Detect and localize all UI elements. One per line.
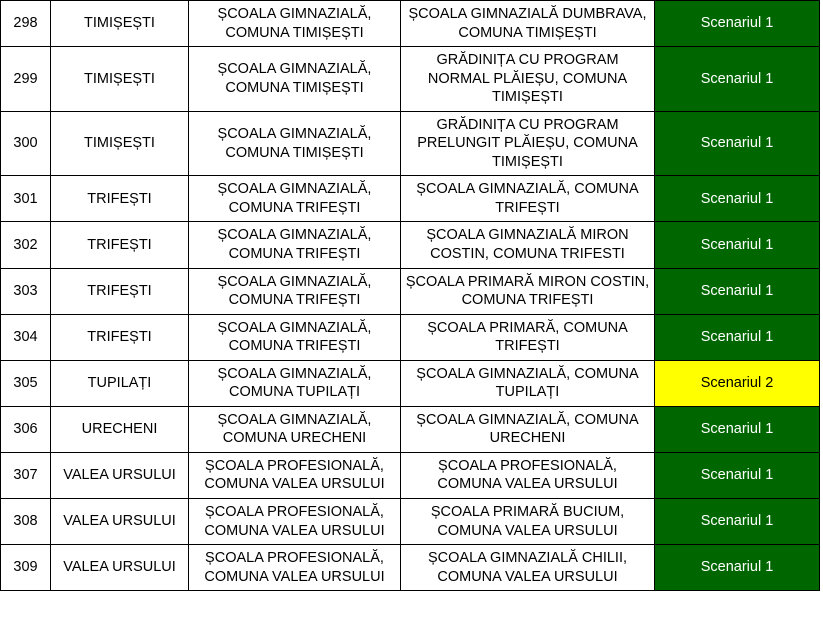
row-index-cell: 309	[1, 545, 51, 591]
locality-cell: VALEA URSULUI	[51, 452, 189, 498]
scenario-cell: Scenariul 1	[655, 268, 820, 314]
table-row	[1, 360, 820, 406]
school-unit-cell: ȘCOALA GIMNAZIALĂ, COMUNA TRIFEȘTI	[189, 314, 401, 360]
scenario-cell: Scenariul 1	[655, 499, 820, 545]
scenario-cell: Scenariul 1	[655, 406, 820, 452]
locality-cell: TIMIȘEȘTI	[51, 111, 189, 176]
locality-cell: VALEA URSULUI	[51, 499, 189, 545]
school-unit-cell: ȘCOALA GIMNAZIALĂ, COMUNA TRIFEȘTI	[189, 176, 401, 222]
school-structure-cell: ȘCOALA PRIMARĂ, COMUNA TRIFEȘTI	[401, 314, 655, 360]
locality-cell: VALEA URSULUI	[51, 545, 189, 591]
locality-cell: URECHENI	[51, 406, 189, 452]
school-unit-cell: ȘCOALA GIMNAZIALĂ, COMUNA TIMIȘEȘTI	[189, 111, 401, 176]
row-index-cell: 300	[1, 111, 51, 176]
locality-cell: TRIFEȘTI	[51, 176, 189, 222]
school-structure-cell: ȘCOALA PRIMARĂ BUCIUM, COMUNA VALEA URSULUI	[401, 499, 655, 545]
scenario-cell: Scenariul 1	[655, 452, 820, 498]
table-row	[1, 499, 820, 545]
table-row	[1, 406, 820, 452]
locality-cell: TIMIȘEȘTI	[51, 47, 189, 112]
school-structure-cell: ȘCOALA GIMNAZIALĂ, COMUNA URECHENI	[401, 406, 655, 452]
school-unit-cell: ȘCOALA PROFESIONALĂ, COMUNA VALEA URSULUI	[189, 452, 401, 498]
locality-cell: TUPILAȚI	[51, 360, 189, 406]
scenario-cell: Scenariul 2	[655, 360, 820, 406]
table-row	[1, 545, 820, 591]
table-row	[1, 1, 820, 47]
school-unit-cell: ȘCOALA GIMNAZIALĂ, COMUNA TIMIȘEȘTI	[189, 47, 401, 112]
row-index-cell: 306	[1, 406, 51, 452]
row-index-cell: 304	[1, 314, 51, 360]
table-row	[1, 222, 820, 268]
row-index-cell: 302	[1, 222, 51, 268]
table-row	[1, 314, 820, 360]
table-row	[1, 452, 820, 498]
school-unit-cell: ȘCOALA PROFESIONALĂ, COMUNA VALEA URSULUI	[189, 545, 401, 591]
row-index-cell: 299	[1, 47, 51, 112]
school-structure-cell: ȘCOALA GIMNAZIALĂ DUMBRAVA, COMUNA TIMIȘEȘTI	[401, 1, 655, 47]
scenario-cell: Scenariul 1	[655, 111, 820, 176]
locality-cell: TRIFEȘTI	[51, 268, 189, 314]
school-unit-cell: ȘCOALA GIMNAZIALĂ, COMUNA TRIFEȘTI	[189, 222, 401, 268]
school-structure-cell: GRĂDINIȚA CU PROGRAM PRELUNGIT PLĂIEȘU, COMUNA TIMIȘEȘTI	[401, 111, 655, 176]
school-structure-cell: ȘCOALA GIMNAZIALĂ, COMUNA TUPILAȚI	[401, 360, 655, 406]
row-index-cell: 305	[1, 360, 51, 406]
table-row	[1, 176, 820, 222]
scenario-cell: Scenariul 1	[655, 222, 820, 268]
table-row	[1, 47, 820, 112]
locality-cell: TRIFEȘTI	[51, 314, 189, 360]
school-structure-cell: ȘCOALA GIMNAZIALĂ, COMUNA TRIFEȘTI	[401, 176, 655, 222]
school-structure-cell: ȘCOALA GIMNAZIALĂ MIRON COSTIN, COMUNA TRIFESTI	[401, 222, 655, 268]
row-index-cell: 307	[1, 452, 51, 498]
school-unit-cell: ȘCOALA GIMNAZIALĂ, COMUNA TIMIȘEȘTI	[189, 1, 401, 47]
table-row	[1, 268, 820, 314]
row-index-cell: 303	[1, 268, 51, 314]
school-structure-cell: ȘCOALA PROFESIONALĂ, COMUNA VALEA URSULUI	[401, 452, 655, 498]
locality-cell: TIMIȘEȘTI	[51, 1, 189, 47]
scenario-cell: Scenariul 1	[655, 314, 820, 360]
school-structure-cell: ȘCOALA PRIMARĂ MIRON COSTIN, COMUNA TRIFEȘTI	[401, 268, 655, 314]
school-unit-cell: ȘCOALA GIMNAZIALĂ, COMUNA TUPILAȚI	[189, 360, 401, 406]
row-index-cell: 298	[1, 1, 51, 47]
school-structure-cell: ȘCOALA GIMNAZIALĂ CHILII, COMUNA VALEA URSULUI	[401, 545, 655, 591]
school-structure-cell: GRĂDINIȚA CU PROGRAM NORMAL PLĂIEȘU, COMUNA TIMIȘEȘTI	[401, 47, 655, 112]
scenario-cell: Scenariul 1	[655, 545, 820, 591]
scenario-cell: Scenariul 1	[655, 176, 820, 222]
row-index-cell: 308	[1, 499, 51, 545]
table-row	[1, 111, 820, 176]
scenario-cell: Scenariul 1	[655, 1, 820, 47]
table-body	[1, 1, 820, 591]
school-unit-cell: ȘCOALA GIMNAZIALĂ, COMUNA URECHENI	[189, 406, 401, 452]
scenario-cell: Scenariul 1	[655, 47, 820, 112]
locality-cell: TRIFEȘTI	[51, 222, 189, 268]
school-unit-cell: ȘCOALA GIMNAZIALĂ, COMUNA TRIFEȘTI	[189, 268, 401, 314]
school-unit-cell: ȘCOALA PROFESIONALĂ, COMUNA VALEA URSULUI	[189, 499, 401, 545]
row-index-cell: 301	[1, 176, 51, 222]
